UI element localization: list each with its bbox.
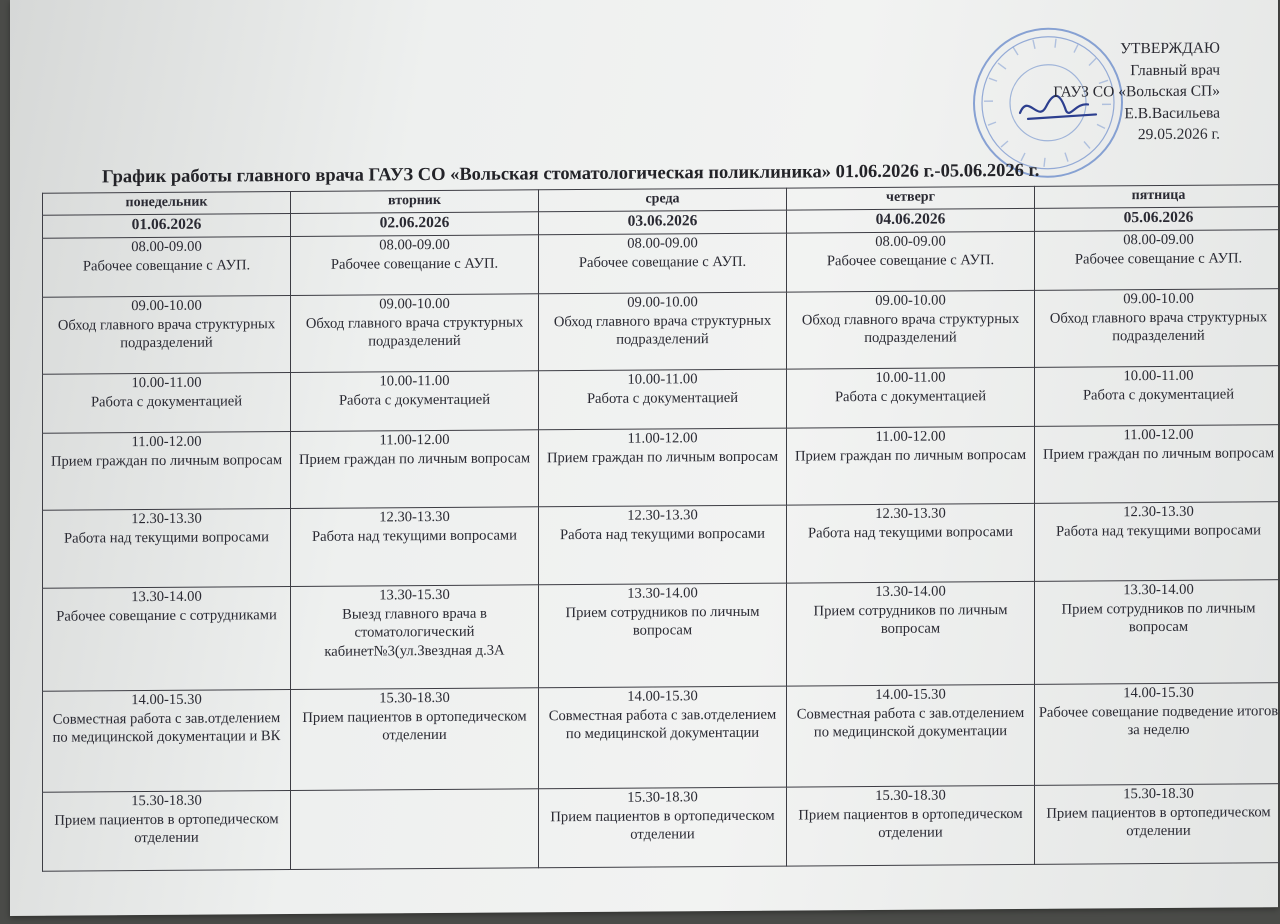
schedule-cell [787,426,1035,505]
schedule-cell [539,233,787,294]
activity: Рабочее совещание с АУП. [578,253,747,271]
time-range: 14.00-15.30 [627,688,698,705]
schedule-cell [539,787,787,868]
time-range: 08.00-09.00 [1123,231,1194,249]
approval-line-3: ГАУЗ СО «Вольская СП» [1053,82,1220,101]
schedule-table [42,184,1280,872]
schedule-cell [291,235,539,296]
schedule-cell [43,791,291,872]
schedule-cell [291,688,539,791]
activity: Рабочее совещание с АУП. [1074,249,1243,268]
time-range: 12.30-13.30 [131,510,202,528]
table-row [43,683,1280,793]
activity: Выезд главного врача в стоматологический кабинет№3(ул.Звездная д.3А [324,605,505,660]
activity: Рабочее совещание с АУП. [330,255,499,273]
time-range: 12.30-13.30 [1123,503,1194,521]
time-range: 14.00-15.30 [131,691,202,709]
time-range: 08.00-09.00 [627,235,698,252]
time-range: 13.30-14.00 [1123,581,1194,599]
activity: Совместная работа с зав.отделением по медицинской документации и ВК [52,709,281,746]
activity: Прием пациентов в ортопедическом отделении [550,807,775,843]
schedule-cell [1035,683,1280,786]
approval-line-4: Е.В.Васильева [1124,104,1220,122]
time-range: 10.00-11.00 [1123,367,1194,385]
date-header: 05.06.2026 [1035,207,1280,232]
time-range: 13.30-15.30 [379,586,450,604]
time-range: 11.00-12.00 [1123,426,1194,444]
approval-line-5: 29.05.2026 г. [1137,125,1220,144]
schedule-cell [291,430,539,509]
activity: Прием сотрудников по личным вопросам [1061,599,1256,636]
time-range: 09.00-10.00 [627,294,698,311]
activity: Рабочее совещание с АУП. [826,251,995,269]
time-range: 13.30-14.00 [875,583,946,600]
schedule-cell [787,290,1035,369]
weekday-header: вторник [291,190,539,214]
activity: Рабочее совещание с сотрудниками [56,606,277,625]
schedule-cell [1035,289,1280,368]
approval-line-2: Главный врач [1130,61,1220,79]
date-header: 01.06.2026 [43,214,291,239]
time-range: 08.00-09.00 [131,238,202,256]
time-range: 10.00-11.00 [875,369,946,386]
time-range: 15.30-18.30 [875,787,946,804]
time-range: 11.00-12.00 [131,433,202,451]
schedule-cell [291,294,539,373]
schedule-cell [539,369,787,430]
activity: Прием граждан по личным вопросам [1042,444,1275,463]
schedule-cell [1035,366,1280,427]
schedule-cell [787,231,1035,292]
table-row [43,425,1280,511]
activity: Работа с документацией [834,387,987,405]
activity: Обход главного врача структурных подразделений [57,315,276,352]
activity: Обход главного врача структурных подразделений [305,313,524,350]
weekday-header: среда [539,188,787,212]
schedule-cell [291,371,539,432]
activity: Работа с документацией [90,392,243,410]
time-range: 11.00-12.00 [875,428,946,445]
approval-line-1: УТВЕРЖДАЮ [1120,39,1220,58]
activity: Прием граждан по личным вопросам [298,449,531,468]
activity: Прием граждан по личным вопросам [546,448,779,466]
weekday-header: четверг [787,186,1035,210]
schedule-cell [539,505,787,585]
table-row [43,289,1280,375]
time-range: 15.30-18.30 [131,792,202,810]
schedule-cell [1035,230,1280,291]
activity: Прием сотрудников по личным вопросам [565,603,760,639]
schedule-cell [539,428,787,507]
activity: Работа над текущими вопросами [560,525,765,543]
schedule-cell [43,373,291,434]
schedule-cell [291,507,539,587]
time-range: 09.00-10.00 [131,297,202,315]
activity: Прием пациентов в ортопедическом отделении [1046,803,1271,840]
time-range: 08.00-09.00 [379,236,450,254]
activity: Рабочее совещание подведение итогов за неделю [1038,702,1279,739]
schedule-cell [43,296,291,375]
time-range: 11.00-12.00 [379,431,450,449]
time-range: 10.00-11.00 [131,374,202,392]
time-range: 14.00-15.30 [1123,684,1194,702]
activity: Совместная работа с зав.отделением по медицинской документации [796,704,1025,741]
table-row [43,784,1280,872]
schedule-cell [1035,502,1280,582]
activity: Работа над текущими вопросами [312,526,517,545]
schedule-cell [43,237,291,298]
time-range: 15.30-18.30 [627,789,698,806]
activity: Прием граждан по личным вопросам [50,451,283,470]
schedule-cell [1035,425,1280,504]
activity: Обход главного врача структурных подразделений [1049,308,1268,345]
time-range: 14.00-15.30 [875,686,946,703]
activity: Прием пациентов в ортопедическом отделении [798,805,1023,841]
time-range: 08.00-09.00 [875,233,946,250]
activity: Работа над текущими вопросами [808,523,1013,541]
activity: Работа над текущими вопросами [64,528,269,547]
activity: Работа с документацией [338,391,491,409]
time-range: 15.30-18.30 [1123,785,1194,803]
weekday-header: пятница [1035,185,1280,209]
schedule-cell [43,509,291,589]
schedule-cell-empty [291,789,539,870]
approval-block [1053,38,1220,147]
activity: Работа над текущими вопросами [1056,521,1261,540]
schedule-cell [539,686,787,789]
schedule-cell [539,583,787,688]
document-sheet [10,0,1278,916]
table-row [43,366,1280,434]
activity: Обход главного врача структурных подразделений [801,310,1020,347]
schedule-cell [291,585,539,690]
table-row [43,230,1280,298]
time-range: 12.30-13.30 [627,507,698,524]
activity: Работа с документацией [1082,385,1235,404]
time-range: 10.00-11.00 [379,372,450,390]
time-range: 10.00-11.00 [627,371,698,388]
activity: Прием сотрудников по личным вопросам [813,601,1008,637]
activity: Работа с документацией [586,389,739,407]
schedule-cell [787,684,1035,787]
document-title: График работы главного врача ГАУЗ СО «Вольская стоматологическая поликлиника» 01.06.2026 г.-05.06.2026 г. [102,160,1040,188]
table-row [43,502,1280,589]
date-header: 04.06.2026 [787,208,1035,233]
schedule-cell [539,292,787,371]
activity: Рабочее совещание с АУП. [82,256,251,274]
schedule-cell [787,785,1035,866]
activity: Совместная работа с зав.отделением по медицинской документации [548,706,777,743]
schedule-cell [43,587,291,692]
time-range: 12.30-13.30 [875,505,946,522]
time-range: 09.00-10.00 [1123,290,1194,308]
time-range: 09.00-10.00 [875,292,946,309]
time-range [294,789,535,791]
schedule-cell [43,432,291,511]
schedule-cell [43,690,291,793]
activity: Прием пациентов в ортопедическом отделении [302,707,527,744]
weekday-header: понедельник [43,192,291,216]
schedule-cell [787,503,1035,583]
schedule-cell [787,581,1035,686]
time-range: 09.00-10.00 [379,295,450,313]
activity: Прием пациентов в ортопедическом отделении [54,810,279,847]
time-range: 15.30-18.30 [379,689,450,707]
activity: Прием граждан по личным вопросам [794,446,1027,465]
date-header: 03.06.2026 [539,210,787,235]
schedule-cell [1035,784,1280,865]
time-range: 12.30-13.30 [379,508,450,526]
table-row [43,580,1280,692]
time-range: 13.30-14.00 [131,588,202,606]
schedule-cell [1035,580,1280,685]
date-header: 02.06.2026 [291,212,539,237]
schedule-cell [787,367,1035,428]
activity: Обход главного врача структурных подразделений [553,312,772,348]
time-range: 11.00-12.00 [627,430,698,447]
time-range: 13.30-14.00 [627,585,698,602]
